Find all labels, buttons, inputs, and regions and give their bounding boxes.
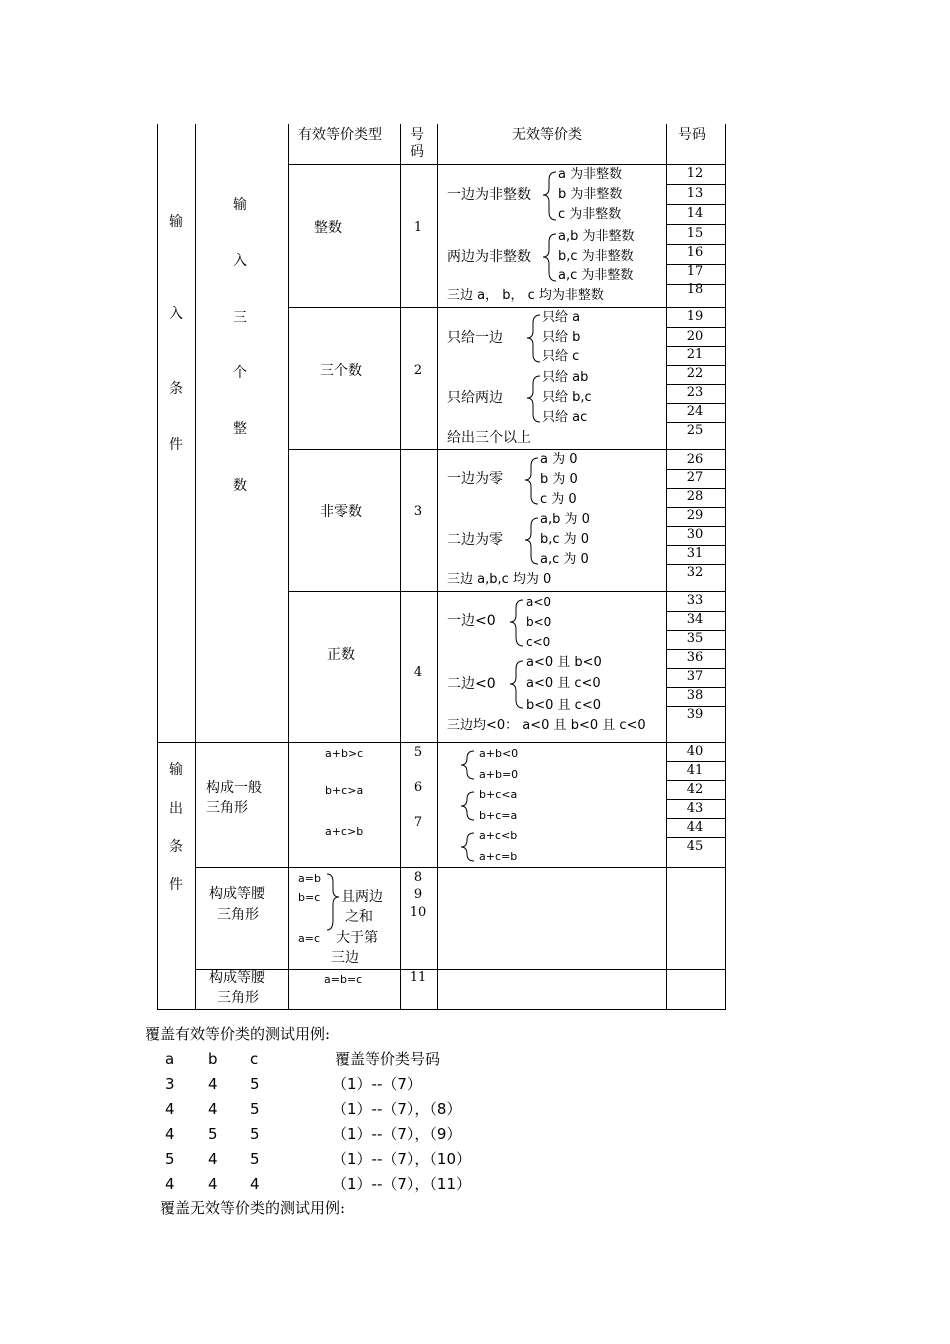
- valid-code-2: 2: [413, 363, 423, 378]
- valid-code-3: 3: [413, 504, 423, 519]
- table-row: 4: [165, 1125, 175, 1143]
- valid-type-nonzero: 非零数: [320, 504, 362, 520]
- valid-code-1: 1: [413, 220, 423, 235]
- valid-tests-title: 覆盖有效等价类的测试用例:: [145, 1025, 331, 1043]
- valid-type-positive: 正数: [327, 647, 355, 663]
- header-code-2: 号码: [678, 127, 706, 143]
- header-code: 号码: [410, 127, 424, 160]
- table-row: 4: [165, 1175, 175, 1193]
- header-invalid-class: 无效等价类: [512, 127, 582, 143]
- table-row: 4: [165, 1100, 175, 1118]
- valid-code-4: 4: [413, 665, 423, 680]
- valid-type-integer: 整数: [314, 220, 342, 236]
- table-row: 5: [165, 1150, 175, 1168]
- invalid-tests-title: 覆盖无效等价类的测试用例:: [160, 1199, 346, 1217]
- header-valid-class-type: 有效等价类型: [298, 127, 382, 143]
- table-row: 3: [165, 1075, 175, 1093]
- valid-type-three-numbers: 三个数: [320, 363, 362, 379]
- page: 有效等价类型 号码 无效等价类 号码 输 入 条 件 输 入 三 个 整 数 输 出 条 件 整数 1 三个数 2 非零数 3 正数 4 一边为非整数 a 为非整数 b 为非整数 c 为非整数 两边为非整数 a,b 为非整数 b,c 为非整数 a,c 为非整数 三边 a， b， c 均为非整数 只给一边 只给 a 只给 b 只给 c 只给两边 只给 ab 只给 b,c 只给 ac 给出三个以上 一边为零 a 为 0 b 为 0 c 为 0 二边为零 a,b 为 0 b,c 为 0 a,c 为 0 三边 a,b,c 均为 0 一边<0 a<0 b<0 c<0 二边<0 a<0 且 b<0 a<0 且 c<0 b<0 且 c<0 三边均<0： a<0 且 b<0 且 c<0 12 13 14 15 16 17 18 19 20 21 22 23 24 25 26 27 28 29 30 31 32 33 34 35 36 37 38 39 40 41 42 43 44 45 构成一般 三角形 a+b>c b+c>a a+c>b 5 6 7 a+b<0 a+b=0 b+c<a b+c=a a+c<b a+c=b 构成等腰 三角形 a=b b=c a=c 且两边 之和 大于第 三边 8 9 10 构成等腰 三角形 a=b=c 11 覆盖有效等价类的测试用例: a b c 覆盖等价类号码 3 4 5 （1）--（7） 4 4 5 （1）--（7），（8） 4 5 5 （1）--（7），（9） 5 4 5 （1）--（7），（10） 4 4 4 （1）--（7），（11） 覆盖无效等价类的测试用例:: [0, 0, 950, 1344]
